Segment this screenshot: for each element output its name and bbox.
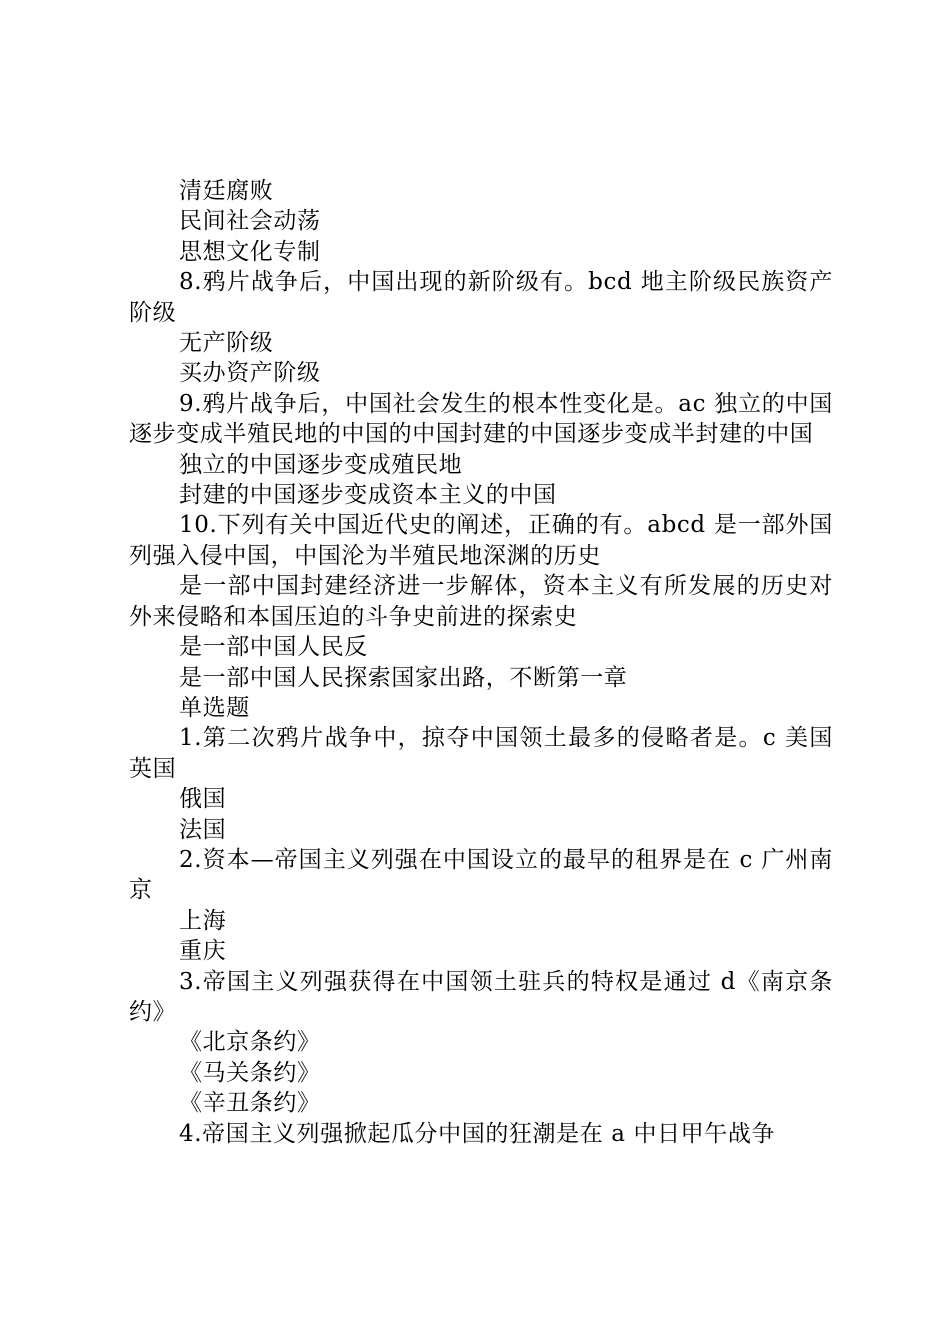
text-line: 无产阶级: [179, 330, 274, 357]
text-line: 是一部中国封建经济进一步解体，资本主义有所发展的历史对外来侵略和本国压迫的斗争史前进的探索史: [129, 573, 833, 630]
text-line: 买办资产阶级: [179, 360, 321, 387]
question-4: 4.帝国主义列强掀起瓜分中国的狂潮是在 a 中日甲午战争: [179, 1120, 776, 1147]
text-line: 《北京条约》: [179, 1029, 321, 1056]
question-8: 8.鸦片战争后，中国出现的新阶级有。bcd 地主阶级民族资产阶级: [129, 269, 833, 326]
section-heading: 单选题: [179, 694, 250, 721]
text-line: 封建的中国逐步变成资本主义的中国: [179, 482, 557, 509]
text-line: 《马关条约》: [179, 1059, 321, 1086]
question-3: 3.帝国主义列强获得在中国领土驻兵的特权是通过 d《南京条约》: [129, 968, 833, 1025]
question-9: 9.鸦片战争后，中国社会发生的根本性变化是。ac 独立的中国逐步变成半殖民地的中国的中国封建的中国逐步变成半封建的中国: [129, 390, 833, 448]
question-1: 1.第二次鸦片战争中，掠夺中国领土最多的侵略者是。c 美国英国: [129, 725, 833, 782]
text-line: 思想文化专制: [179, 238, 321, 265]
text-line: 上海: [179, 907, 227, 934]
text-line: 民间社会动荡: [179, 208, 321, 235]
text-line: 俄国: [179, 786, 227, 813]
text-line: 《辛丑条约》: [179, 1090, 321, 1117]
text-line: 独立的中国逐步变成殖民地: [179, 451, 463, 478]
text-line: 清廷腐败: [179, 178, 274, 204]
text-line: 重庆: [179, 938, 227, 965]
document-body: [129, 176, 833, 1149]
question-2: 2.资本—帝国主义列强在中国设立的最早的租界是在 c 广州南京: [129, 846, 833, 904]
text-line: 是一部中国人民探索国家出路，不断第一章: [179, 664, 628, 691]
text-line: 是一部中国人民反: [179, 634, 368, 661]
question-10: 10.下列有关中国近代史的阐述，正确的有。abcd 是一部外国列强入侵中国，中国沦为半殖民地深渊的历史: [129, 512, 833, 569]
text-line: 法国: [179, 816, 227, 843]
